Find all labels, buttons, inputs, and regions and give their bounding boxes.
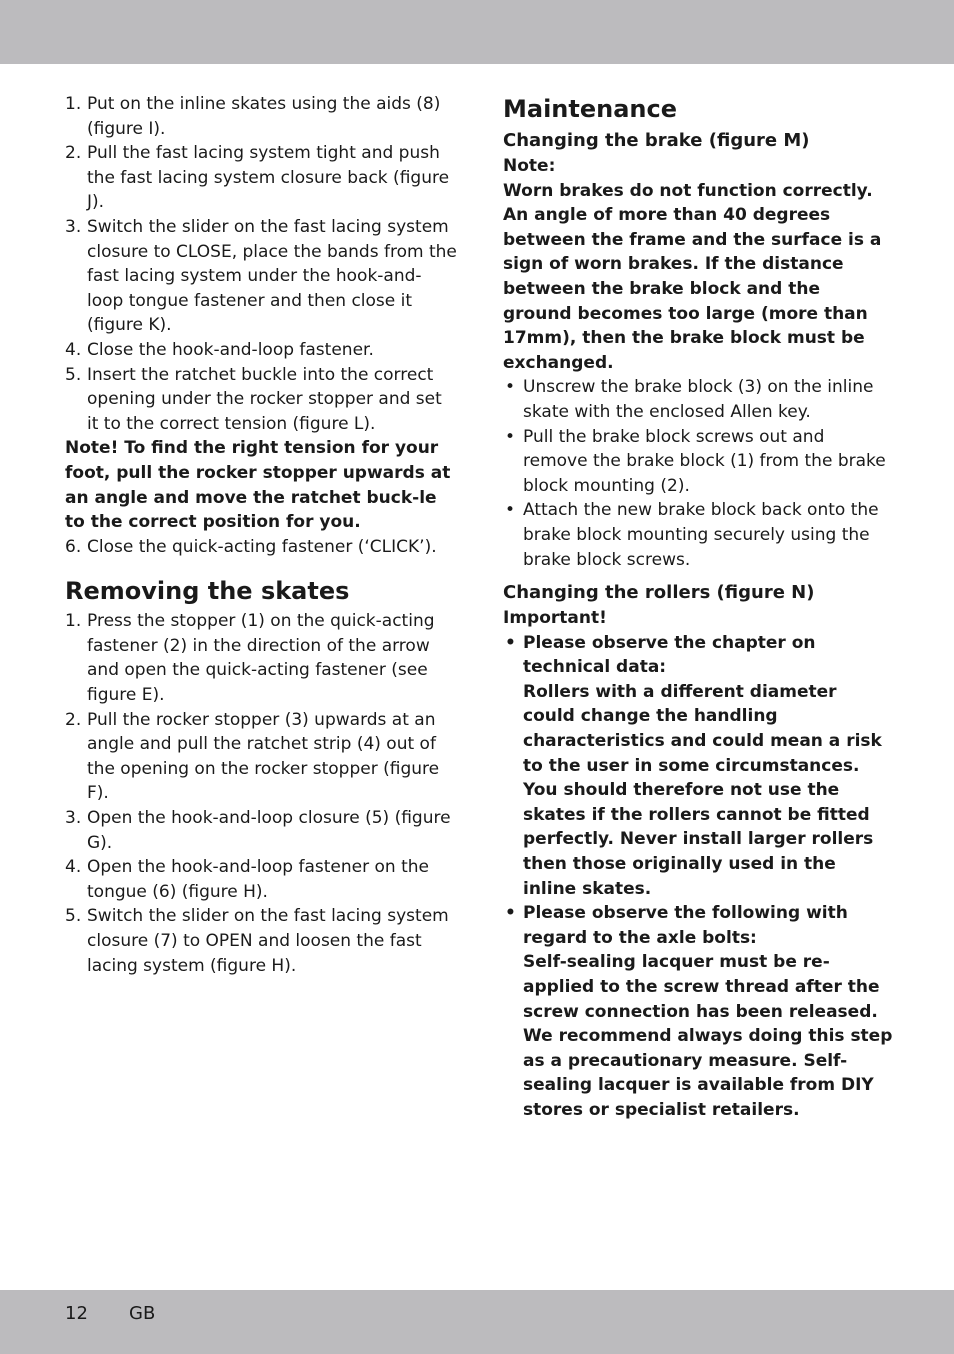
list-item: 3. Switch the slider on the fast lacing system closure to CLOSE, place the bands from the fast lacing system under the hook-and-loop tongue fastener and then close it (figure K). [65,216,457,336]
list-item: 3. Open the hook-and-loop closure (5) (figure G). [65,808,451,853]
list-item: 4. Open the hook-and-loop fastener on the tongue (6) (figure H). [65,857,429,902]
brake-note: Worn brakes do not function correctly. An angle of more than 40 degrees between the frame and the surface is a sign of worn brakes. If the distance between the brake block and the ground becomes too large (more than 17mm), then the brake block must be exchanged. [503,180,882,373]
bullet-icon: • [505,377,516,398]
roller-notes [503,631,893,1123]
list-item: • Please observe the following with regard to the axle bolts: Self-sealing lacquer must be re-applied to the screw thread after the screw connection has been released. We recommend always doing this step as a precautionary measure. Self-sealing lacquer is available from DIY stores or specialist retailers. [503,901,893,1122]
bullet-icon: • [505,426,516,447]
important-label: Important! [503,608,607,629]
list-item: • Attach the new brake block back onto the brake block mounting securely using the brake block screws. [503,498,893,572]
list-item: 1. Put on the inline skates using the aids (8) (figure I). [65,94,441,139]
putting-on-steps [65,92,457,436]
rollers-heading: Changing the rollers (figure N) [503,582,815,604]
bullet-icon: • [505,903,516,924]
note-label: Note: [503,156,556,176]
brake-steps [503,375,893,572]
left-column [65,92,457,978]
right-column [503,92,893,1123]
list-item: 4. Close the hook-and-loop fastener. [65,339,374,360]
list-item: • Pull the brake block screws out and remove the brake block (1) from the brake block mounting (2). [503,425,893,499]
section-title-maintenance: Maintenance [503,95,678,123]
list-item: • Please observe the chapter on technical data: Rollers with a different diameter could change the handling characteristics and could mean a risk to the user in some circumstances. You should therefore not use the skates if the rollers cannot be fitted perfectly. Never install larger rollers then those originally used in the inline skates. [503,631,893,902]
section-title-removing: Removing the skates [65,577,350,606]
brake-heading: Changing the brake (figure M) [503,130,810,151]
list-item: 6. Close the quick-acting fastener (‘CLICK’). [65,536,437,557]
bullet-icon: • [505,632,516,653]
language-code: GB [129,1303,156,1324]
header-band [0,0,954,64]
list-item: • Unscrew the brake block (3) on the inline skate with the enclosed Allen key. [503,375,893,424]
removing-steps [65,609,457,978]
list-item: 1. Press the stopper (1) on the quick-acting fastener (2) in the direction of the arrow and open the quick-acting fastener (see figure E). [65,611,435,706]
bullet-icon: • [505,500,516,521]
page-number: 12 [65,1303,88,1324]
list-item: 5. Switch the slider on the fast lacing system closure (7) to OPEN and loosen the fast lacing system (figure H). [65,906,449,976]
list-item: 2. Pull the rocker stopper (3) upwards at an angle and pull the ratchet strip (4) out of the opening on the rocker stopper (figure F). [65,709,440,804]
tension-note: Note! To find the right tension for your foot, pull the rocker stopper upwards at an angle and move the ratchet buck-le to the correct position for you. [65,438,451,533]
list-item: 5. Insert the ratchet buckle into the correct opening under the rocker stopper and set it to the correct tension (figure L). [65,364,442,434]
list-item: 2. Pull the fast lacing system tight and push the fast lacing system closure back (figure J). [65,143,450,213]
